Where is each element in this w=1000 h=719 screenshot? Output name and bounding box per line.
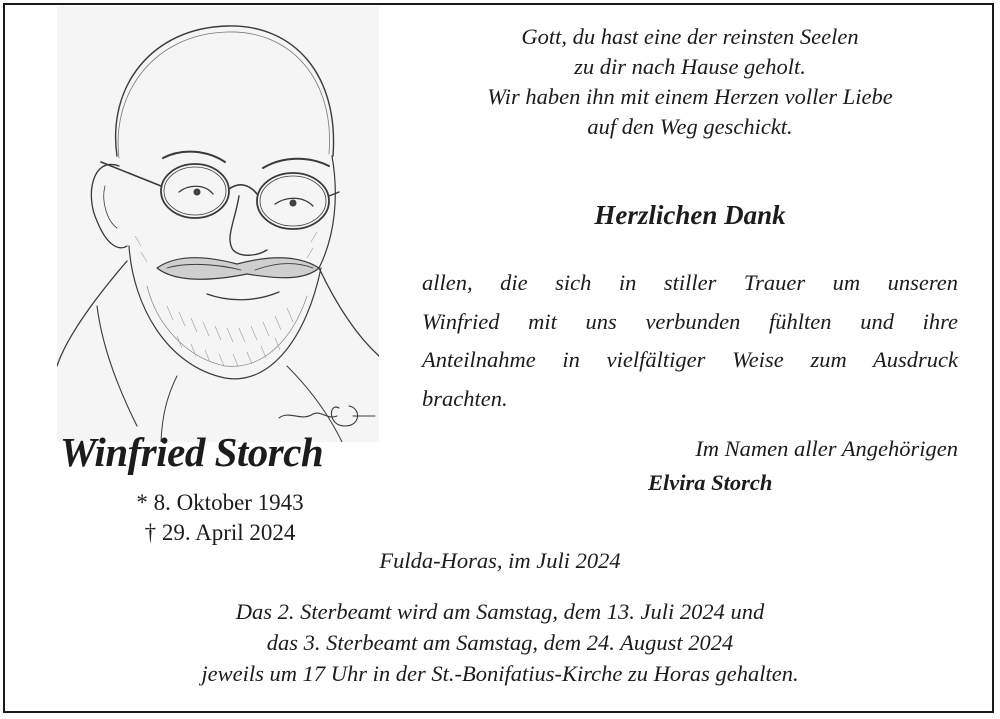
death-date: † 29. April 2024 [144,520,296,545]
thanks-line: Winfried mit uns verbunden fühlten und ihre [422,308,958,334]
birth-date: * 8. Oktober 1943 [136,490,304,515]
thanks-line: Anteilnahme in vielfältiger Weise zum Ausdruck [422,347,958,372]
signature-intro: Im Namen aller Angehörigen [695,436,958,461]
thanks-line: brachten. [422,385,508,411]
notice-line: jeweils um 17 Uhr in der St.-Bonifatius-Kirche zu Horas gehalten. [201,661,799,686]
deceased-name: Winfried Storch [60,429,324,475]
signature-name: Elvira Storch [648,470,773,495]
place-date: Fulda-Horas, im Juli 2024 [379,548,621,573]
service-notice [0,596,1000,689]
poem-line: zu dir nach Hause geholt. [574,54,806,79]
life-dates [95,488,345,548]
poem [425,22,955,142]
poem-line: Wir haben ihn mit einem Herzen voller Liebe [487,84,893,109]
portrait-sketch [57,6,379,442]
notice-line: das 3. Sterbeamt am Samstag, dem 24. August 2024 [266,630,734,655]
signature-block [560,432,958,500]
thanks-line: allen, die sich in stiller Trauer um unseren [422,270,958,295]
poem-line: Gott, du hast eine der reinsten Seelen [521,24,859,49]
thanks-heading: Herzlichen Dank [594,200,786,230]
notice-line: Das 2. Sterbeamt wird am Samstag, dem 13. Juli 2024 und [235,599,765,624]
thanks-text [422,264,958,418]
poem-line: auf den Weg geschickt. [587,114,793,139]
